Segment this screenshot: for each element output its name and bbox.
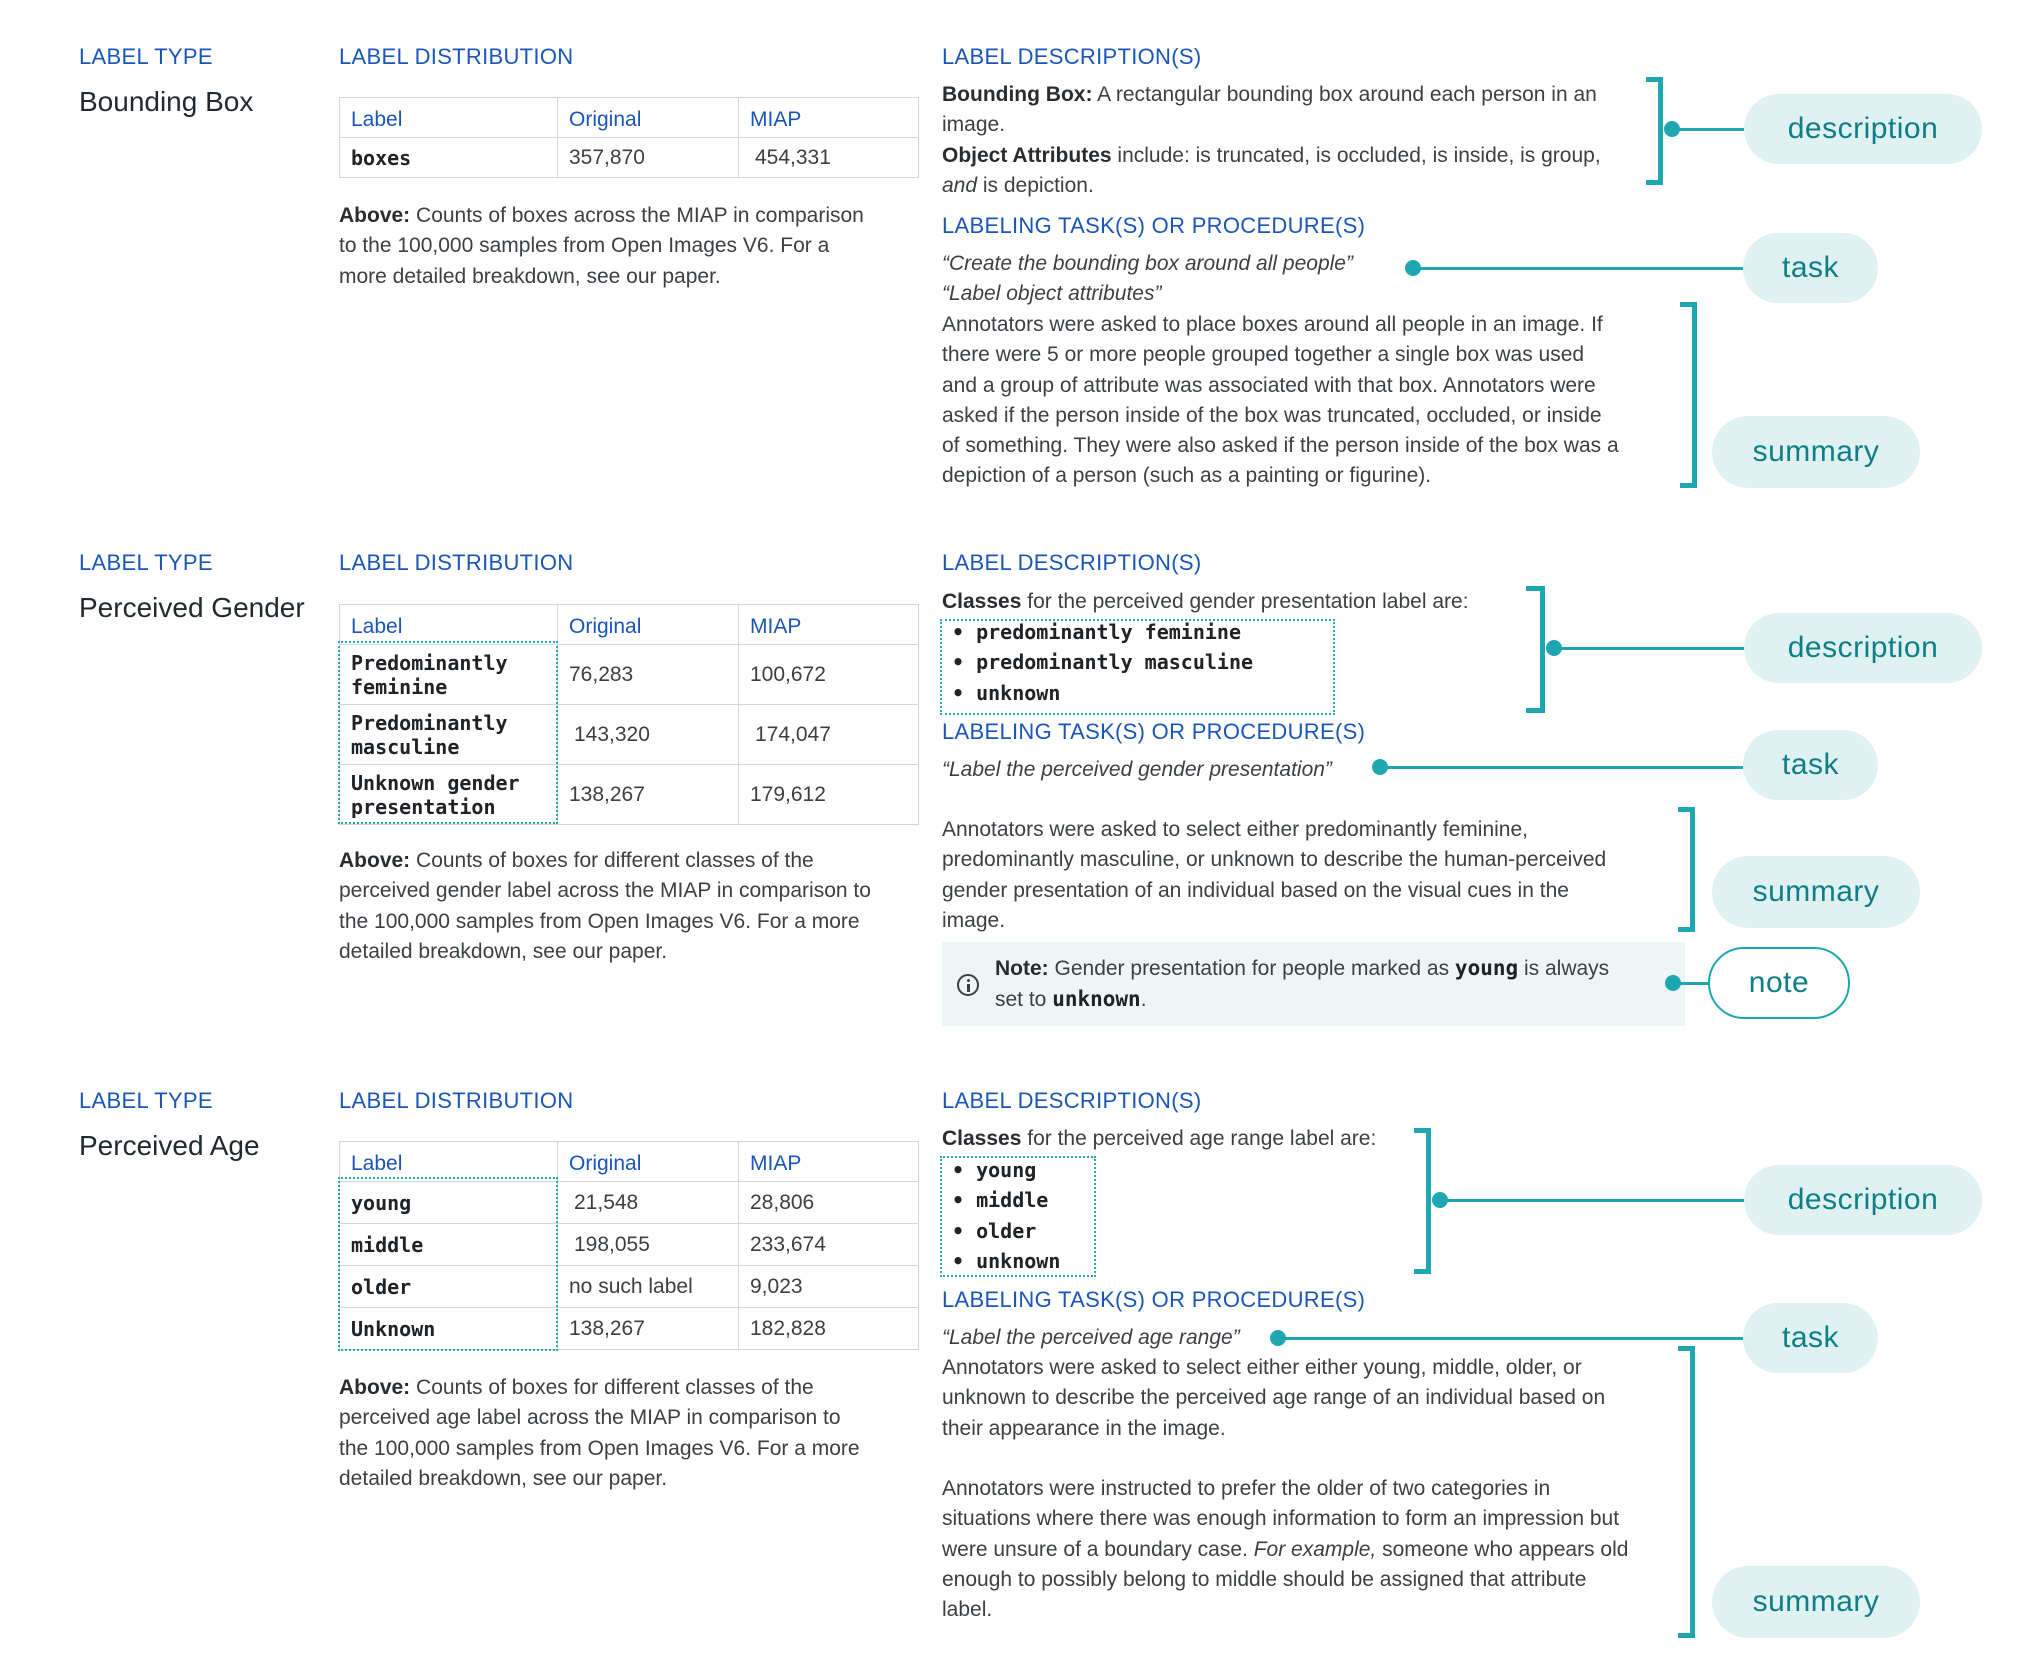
caption-text: perceived age label across the MIAP in comparison to xyxy=(339,1406,841,1430)
summary-text: asked if the person inside of the box was truncated, occluded, or inside xyxy=(942,403,1602,427)
gender-summary xyxy=(942,815,1682,936)
connector-line xyxy=(1440,1199,1744,1202)
row-original: 21,548 xyxy=(558,1182,739,1224)
table-row xyxy=(340,645,919,705)
row-miap: 233,674 xyxy=(739,1224,919,1266)
labeling-tasks-heading: LABELING TASK(S) OR PROCEDURE(S) xyxy=(942,1287,1366,1312)
age-task: “Label the perceived age range” xyxy=(942,1326,1240,1349)
summary-text: of something. They were also asked if the person inside of the box was a xyxy=(942,434,1619,458)
caption-text: Counts of boxes across the MIAP in comparison xyxy=(410,204,864,227)
gender-classes-intro xyxy=(942,587,1469,617)
col-miap-header: MIAP xyxy=(739,605,919,645)
bracket-tick xyxy=(1680,483,1697,488)
row-original: 143,320 xyxy=(558,705,739,765)
bracket-tick xyxy=(1646,77,1663,82)
connector-line xyxy=(1672,128,1744,131)
bracket-tick xyxy=(1414,1269,1431,1274)
summary-example-lead: For example, xyxy=(1253,1537,1377,1561)
table-row xyxy=(340,705,919,765)
description-bracket xyxy=(1540,586,1545,713)
col-original-header: Original xyxy=(558,98,739,138)
age-table-caption xyxy=(339,1373,919,1494)
label-type-title: Perceived Gender xyxy=(79,592,305,623)
classes-intro-text: for the perceived gender presentation label are: xyxy=(1021,590,1469,613)
col-original-header: Original xyxy=(558,1142,739,1182)
row-original: 198,055 xyxy=(558,1224,739,1266)
connector-line xyxy=(1413,267,1743,270)
table-header-row xyxy=(340,605,919,645)
bracket-tick xyxy=(1526,708,1545,713)
note-annotation: note xyxy=(1708,947,1850,1019)
row-label: boxes xyxy=(340,138,558,178)
row-original: 138,267 xyxy=(558,765,739,825)
caption-text: Counts of boxes for different classes of the xyxy=(410,849,814,872)
connector-line xyxy=(1554,647,1744,650)
description-text: A rectangular bounding box around each person in an xyxy=(1092,83,1597,106)
label-descriptions-heading: LABEL DESCRIPTION(S) xyxy=(942,1088,1202,1113)
note-term-unknown: unknown xyxy=(1052,987,1141,1012)
col-original-header: Original xyxy=(558,605,739,645)
row-miap: 179,612 xyxy=(739,765,919,825)
table-row xyxy=(340,1224,919,1266)
summary-text: depiction of a person (such as a painting or figurine). xyxy=(942,464,1432,488)
description-text: include: is truncated, is occluded, is inside, is group, xyxy=(1111,143,1601,167)
term-object-attributes: Object Attributes xyxy=(942,143,1112,167)
gender-distribution-table xyxy=(339,604,919,825)
task-annotation: task xyxy=(1743,730,1878,800)
row-miap: 100,672 xyxy=(739,645,919,705)
summary-text: label. xyxy=(942,1598,993,1622)
description-annotation: description xyxy=(1744,1165,1982,1235)
description-text: image. xyxy=(942,113,1006,137)
gender-table-caption xyxy=(339,846,919,967)
col-miap-header: MIAP xyxy=(739,98,919,138)
row-original: no such label xyxy=(558,1266,739,1308)
row-original: 138,267 xyxy=(558,1308,739,1350)
row-miap: 182,828 xyxy=(739,1308,919,1350)
row-miap: 9,023 xyxy=(739,1266,919,1308)
caption-text: detailed breakdown, see our paper. xyxy=(339,1466,668,1490)
table-header-row xyxy=(340,1142,919,1182)
bracket-tick xyxy=(1526,586,1545,591)
labeling-tasks-heading: LABELING TASK(S) OR PROCEDURE(S) xyxy=(942,213,1366,238)
caption-text: perceived gender label across the MIAP in comparison to xyxy=(339,879,871,903)
table-row xyxy=(340,1266,919,1308)
gender-note-box xyxy=(942,942,1685,1026)
description-annotation: description xyxy=(1744,94,1982,164)
caption-lead: Above: xyxy=(339,849,411,872)
summary-text: and a group of attribute was associated with that box. Annotators were xyxy=(942,373,1596,397)
label-descriptions-heading: LABEL DESCRIPTION(S) xyxy=(942,550,1202,575)
summary-text: situations where there was enough information to form an impression but xyxy=(942,1507,1620,1531)
description-text: is depiction. xyxy=(977,173,1094,197)
bracket-tick xyxy=(1678,1633,1695,1638)
bbox-distribution-table xyxy=(339,97,919,178)
task-annotation: task xyxy=(1743,1303,1878,1373)
summary-text: there were 5 or more people grouped together a single box was used xyxy=(942,343,1585,367)
bbox-summary xyxy=(942,310,1682,492)
term-classes: Classes xyxy=(942,590,1022,613)
summary-text: enough to possibly belong to middle should be assigned that attribute xyxy=(942,1568,1587,1592)
label-type-heading: LABEL TYPE xyxy=(79,1088,213,1113)
age-distribution-table xyxy=(339,1141,919,1350)
class-item: • older xyxy=(952,1218,1037,1243)
description-annotation: description xyxy=(1744,613,1982,683)
caption-text: Counts of boxes for different classes of the xyxy=(410,1376,814,1399)
labeling-tasks-heading: LABELING TASK(S) OR PROCEDURE(S) xyxy=(942,719,1366,744)
summary-bracket xyxy=(1692,302,1697,488)
row-label: Unknown xyxy=(340,1308,558,1350)
bracket-tick xyxy=(1680,302,1697,307)
class-item: • unknown xyxy=(952,1248,1061,1273)
bracket-tick xyxy=(1678,807,1695,812)
summary-annotation: summary xyxy=(1712,416,1920,488)
description-bracket xyxy=(1658,77,1663,185)
caption-text: more detailed breakdown, see our paper. xyxy=(339,264,721,288)
row-miap: 454,331 xyxy=(739,138,919,178)
connector-line xyxy=(1278,1337,1743,1340)
gender-classes-list xyxy=(952,617,1253,708)
label-descriptions-heading: LABEL DESCRIPTION(S) xyxy=(942,44,1202,69)
bbox-task-2: “Label object attributes” xyxy=(942,282,1162,305)
summary-text: Annotators were asked to place boxes around all people in an image. If xyxy=(942,313,1603,336)
summary-text: their appearance in the image. xyxy=(942,1416,1226,1440)
row-label: older xyxy=(340,1266,558,1308)
age-summary xyxy=(942,1353,1682,1626)
bbox-task-1: “Create the bounding box around all people” xyxy=(942,252,1353,275)
bbox-description xyxy=(942,80,1662,201)
col-label-header: Label xyxy=(340,605,558,645)
age-classes-list xyxy=(952,1155,1060,1276)
table-header-row xyxy=(340,98,919,138)
table-row xyxy=(340,765,919,825)
info-icon xyxy=(957,974,979,996)
note-text: Note: Gender presentation for people marked as young is always set to unknown. xyxy=(995,956,1610,1012)
bbox-table-caption xyxy=(339,201,919,292)
row-original: 357,870 xyxy=(558,138,739,178)
classes-intro-text: for the perceived age range label are: xyxy=(1021,1127,1377,1150)
label-type-title: Perceived Age xyxy=(79,1130,260,1161)
term-classes: Classes xyxy=(942,1127,1022,1150)
caption-text: detailed breakdown, see our paper. xyxy=(339,939,668,963)
caption-text: the 100,000 samples from Open Images V6. For a more xyxy=(339,1436,860,1460)
summary-text: Annotators were instructed to prefer the older of two categories in xyxy=(942,1477,1551,1501)
summary-bracket xyxy=(1690,1346,1695,1638)
label-distribution-heading: LABEL DISTRIBUTION xyxy=(339,1088,574,1113)
class-item: • predominantly masculine xyxy=(952,650,1254,675)
col-miap-header: MIAP xyxy=(739,1142,919,1182)
class-item: • young xyxy=(952,1158,1037,1182)
row-miap: 28,806 xyxy=(739,1182,919,1224)
connector-line xyxy=(1380,766,1743,769)
age-classes-intro xyxy=(942,1124,1376,1154)
summary-text: someone who appears old xyxy=(1376,1537,1629,1561)
class-item: • predominantly feminine xyxy=(952,620,1241,644)
description-text-and: and xyxy=(942,173,978,197)
row-label: Predominantly masculine xyxy=(340,705,558,765)
bracket-tick xyxy=(1414,1128,1431,1133)
summary-text: predominantly masculine, or unknown to describe the human-perceived xyxy=(942,848,1607,872)
summary-text: unknown to describe the perceived age range of an individual based on xyxy=(942,1386,1606,1410)
connector-line xyxy=(1673,982,1710,985)
table-row xyxy=(340,1182,919,1224)
bracket-tick xyxy=(1646,180,1663,185)
col-label-header: Label xyxy=(340,98,558,138)
caption-text: the 100,000 samples from Open Images V6. For a more xyxy=(339,909,860,933)
caption-lead: Above: xyxy=(339,1376,411,1399)
bracket-tick xyxy=(1678,1346,1695,1351)
term-bounding-box: Bounding Box: xyxy=(942,83,1093,106)
class-item: • unknown xyxy=(952,680,1061,705)
summary-text: gender presentation of an individual based on the visual cues in the xyxy=(942,878,1569,902)
summary-text: were unsure of a boundary case. xyxy=(942,1537,1248,1561)
summary-text: Annotators were asked to select either either young, middle, older, or xyxy=(942,1356,1582,1379)
row-label: middle xyxy=(340,1224,558,1266)
label-distribution-heading: LABEL DISTRIBUTION xyxy=(339,44,574,69)
summary-bracket xyxy=(1690,807,1695,932)
table-row xyxy=(340,138,919,178)
caption-text: to the 100,000 samples from Open Images V6. For a xyxy=(339,234,830,258)
summary-text: Annotators were asked to select either predominantly feminine, xyxy=(942,818,1528,841)
row-label: Predominantly feminine xyxy=(340,645,558,705)
row-label: Unknown gender presentation xyxy=(340,765,558,825)
col-label-header: Label xyxy=(340,1142,558,1182)
description-bracket xyxy=(1426,1128,1431,1274)
label-type-title: Bounding Box xyxy=(79,86,254,117)
note-lead: Note: xyxy=(995,957,1049,980)
note-term-young: young xyxy=(1454,956,1519,980)
task-annotation: task xyxy=(1743,233,1878,303)
class-item: • middle xyxy=(952,1188,1049,1213)
caption-lead: Above: xyxy=(339,204,411,227)
row-miap: 174,047 xyxy=(739,705,919,765)
bracket-tick xyxy=(1678,927,1695,932)
table-row xyxy=(340,1308,919,1350)
summary-text: image. xyxy=(942,908,1006,932)
gender-task: “Label the perceived gender presentation” xyxy=(942,758,1332,781)
label-type-heading: LABEL TYPE xyxy=(79,44,213,69)
summary-annotation: summary xyxy=(1712,1566,1920,1638)
summary-annotation: summary xyxy=(1712,856,1920,928)
label-distribution-heading: LABEL DISTRIBUTION xyxy=(339,550,574,575)
row-label: young xyxy=(340,1182,558,1224)
row-original: 76,283 xyxy=(558,645,739,705)
label-type-heading: LABEL TYPE xyxy=(79,550,213,575)
